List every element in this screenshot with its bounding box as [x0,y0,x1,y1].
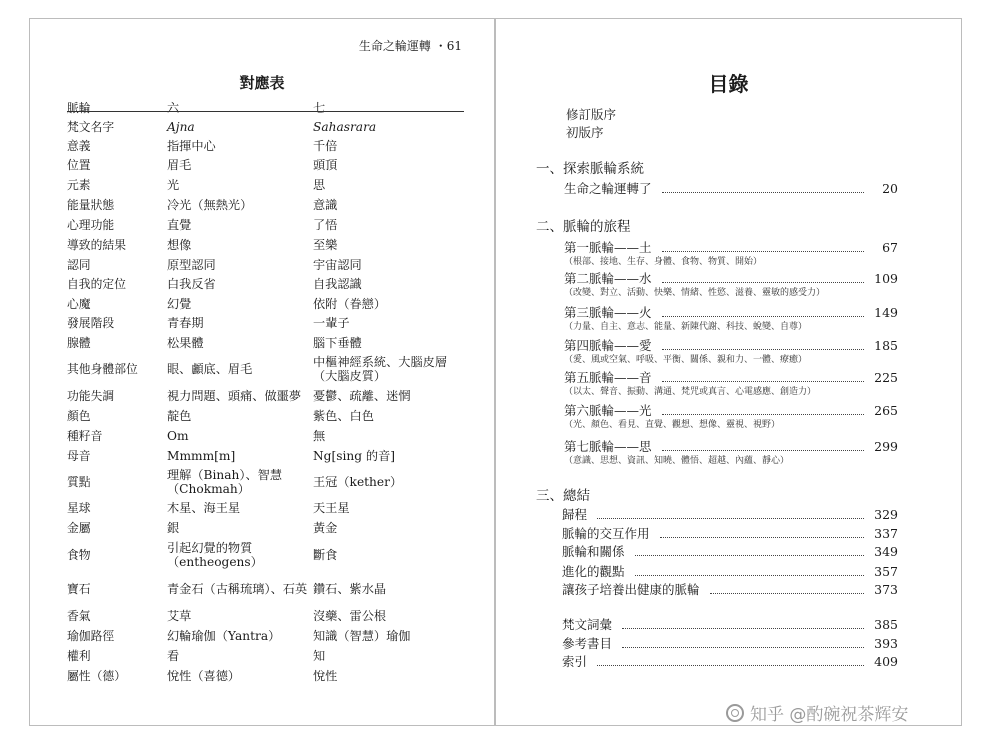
toc-entry[interactable] [562,615,898,633]
toc-page-number: 67 [882,240,898,255]
chakra-7-cell: 斷食 [313,548,338,562]
toc-page-number: 299 [874,439,898,454]
table-row [67,294,464,313]
running-header: 生命之輪運轉 ・61 [358,39,462,53]
toc-entry-label: 參考書目 [562,636,613,651]
leader-dots [662,450,864,451]
row-label: 母音 [67,448,91,463]
toc-section-heading: 二、脈輪的旅程 [536,219,631,235]
table-row [67,155,464,175]
row-label: 功能失調 [67,389,115,403]
toc-entry[interactable] [564,179,898,197]
toc-entry-label: 讓孩子培養出健康的脈輪 [562,582,700,597]
row-label: 能量狀態 [67,198,115,212]
toc-page-number: 385 [874,617,898,632]
chakra-7-cell: 七 [313,100,326,115]
row-label: 顏色 [67,409,91,423]
toc-chakra-keywords: （愛、風或空氣、呼吸、平衡、關係、親和力、一體、療癒） [564,355,808,365]
chakra-7-cell: 一輩子 [313,316,350,330]
row-label: 腺體 [67,335,91,350]
toc-entry-label: 脈輪的交互作用 [562,526,650,541]
toc-page-number: 109 [874,271,898,286]
table-row [67,215,464,235]
toc-chakra-keywords: （意識、思想、資訊、知曉、體悟、超越、內蘊、靜心） [564,456,790,466]
toc-page-number: 357 [874,564,898,579]
chakra-7-cell: 鑽石、紫水晶 [313,582,387,596]
toc-entry-label: 索引 [562,654,588,669]
chakra-6-cell: 看 [167,649,180,663]
chakra-6-cell: 指揮中心 [167,138,216,153]
table-row [67,538,464,572]
toc-entry-label: 第四脈輪——愛 [564,338,652,353]
chakra-6-cell: 木星、海王星 [167,501,241,515]
table-row [67,445,464,466]
leader-dots [635,575,864,576]
toc-entry-label: 進化的觀點 [562,564,625,579]
table-row [67,646,464,666]
leader-dots [662,349,864,350]
chakra-6-cell: 冷光（無熱光） [167,198,253,212]
toc-entry[interactable] [562,562,898,580]
correspondence-table [67,98,464,686]
row-label: 食物 [67,548,91,562]
toc-chakra-keywords: （光、顏色、看見、直覺、觀想、想像、靈視、視野） [564,420,781,430]
row-label: 心理功能 [67,218,115,232]
chakra-7-cell: 腦下垂體 [313,335,362,350]
toc-entry[interactable] [562,542,898,560]
toc-page-number: 329 [874,507,898,522]
leader-dots [622,647,864,648]
toc-entry-label: 生命之輪運轉了 [564,181,652,196]
chakra-7-cell: 思 [313,178,326,192]
chakra-6-cell: 光 [167,178,180,192]
row-label: 種籽音 [67,428,103,443]
chakra-7-cell: 王冠（kether） [313,475,403,489]
chakra-7-cell: 悅性 [313,669,338,683]
chakra-7-cell: 宇宙認同 [313,257,362,272]
table-row [67,572,464,606]
chakra-6-cell: 眼、顱底、眉毛 [167,362,253,376]
table-row [67,352,464,386]
chakra-6-cell: 眉毛 [167,158,192,172]
chakra-7-cell: 黃金 [313,521,338,535]
row-label: 認同 [67,257,91,272]
leader-dots [597,665,864,666]
table-row [67,386,464,406]
chakra-6-cell: 銀 [167,521,180,535]
toc-entry[interactable] [562,580,898,598]
table-row [67,195,464,215]
table-row [67,136,464,155]
chakra-6-cell: 白我反省 [167,277,216,291]
toc-page-number: 409 [874,654,898,669]
toc-entry[interactable] [562,652,898,670]
chakra-6-cell: 靛色 [167,409,192,423]
toc-page-number: 373 [874,582,898,597]
camera-icon [726,704,744,722]
row-label: 星球 [67,501,91,515]
leader-dots [622,628,864,629]
chakra-7-cell: 自我認識 [313,277,362,291]
row-label: 梵文名字 [67,119,115,134]
toc-chakra-keywords: （力量、自主、意志、能量、新陳代謝、科技、蛻變、自尊） [564,322,808,332]
toc-page-number: 349 [874,544,898,559]
toc-entry-label: 脈輪和關係 [562,544,625,559]
toc-title: 目錄 [708,72,749,96]
toc-entry-label: 歸程 [562,507,588,522]
chakra-6-cell: 幻覺 [167,296,192,311]
toc-page-number: 393 [874,636,898,651]
table-row [67,175,464,195]
table-row [67,666,464,686]
toc-page-number: 149 [874,305,898,320]
chakra-6-cell: Om [167,428,189,443]
row-label: 權利 [67,649,91,663]
chakra-6-cell: 青春期 [167,316,204,330]
toc-page-number: 225 [874,370,898,385]
leader-dots [662,192,864,193]
chakra-7-cell: 了悟 [313,218,338,232]
row-label: 發展階段 [67,316,115,330]
toc-entry[interactable] [562,634,898,652]
toc-entry-label: 第一脈輪——土 [564,240,652,255]
header-rule [67,111,464,112]
table-row [67,255,464,274]
left-page [29,18,495,726]
row-label: 導致的結果 [67,238,126,252]
chakra-7-cell: 紫色、白色 [313,409,374,423]
chakra-7-cell: 至樂 [313,238,338,252]
row-label: 其他身體部位 [67,362,138,376]
table-row [67,466,464,498]
chakra-6-cell: Ajna [167,119,195,134]
chakra-6-cell: Mmmm[m] [167,448,236,463]
leader-dots [662,251,864,252]
toc-page-number: 185 [874,338,898,353]
chakra-7-cell: 中樞神經系統、大腦皮層（大腦皮質） [313,355,448,383]
toc-entry[interactable] [562,505,898,523]
row-label: 質點 [67,475,91,489]
toc-section-heading: 三、總結 [536,488,590,504]
table-row [67,313,464,333]
leader-dots [662,381,864,382]
leader-dots [662,414,864,415]
chakra-7-cell: Ng[sing 的音] [313,448,396,463]
chakra-7-cell: 天王星 [313,501,350,515]
row-label: 脈輪 [67,100,91,115]
chakra-6-cell: 視力問題、頭痛、做噩夢 [167,389,302,403]
chakra-6-cell: 悅性（喜德） [167,669,241,683]
toc-chakra-keywords: （根部、接地、生存、身體、食物、物質、開始） [564,257,763,267]
toc-entry-label: 第二脈輪——水 [564,271,652,286]
watermark-text: 知乎 @酌碗祝茶辉安 [750,705,909,725]
table-row [67,333,464,352]
chakra-6-cell: 幻輪瑜伽（Yantra） [167,629,281,643]
chakra-6-cell: 六 [167,100,180,115]
chakra-7-cell: 千倍 [313,138,338,153]
row-label: 意義 [67,138,91,153]
chakra-7-cell: 無 [313,428,326,443]
toc-front-matter: 修訂版序 [566,107,617,122]
leader-dots [662,282,864,283]
table-row [67,117,464,136]
toc-entry[interactable] [562,524,898,542]
chakra-6-cell: 想像 [167,238,192,252]
chakra-6-cell: 松果體 [167,335,204,350]
toc-entry-label: 第三脈輪——火 [564,305,652,320]
row-label: 自我的定位 [67,277,126,291]
toc-chakra-keywords: （改變、對立、活動、快樂、情緒、性慾、滋養、靈敏的感受力） [564,288,826,298]
chakra-7-cell: 意識 [313,198,338,212]
toc-page-number: 337 [874,526,898,541]
chakra-6-cell: 原型認同 [167,257,216,272]
chakra-6-cell: 青金石（古稱琉璃）、石英 [167,582,308,596]
watermark [726,700,908,725]
toc-entry-label: 梵文詞彙 [562,617,613,632]
chakra-6-cell: 艾草 [167,609,192,623]
chakra-6-cell: 引起幻覺的物質（entheogens） [167,541,263,569]
toc-entry-label: 第五脈輪——音 [564,370,652,385]
chakra-6-cell: 直覺 [167,218,192,232]
row-label: 屬性（德） [67,669,126,683]
chakra-7-cell: 沒藥、雷公根 [313,609,387,623]
table-row [67,235,464,255]
row-label: 心魔 [67,296,91,311]
toc-page-number: 265 [874,403,898,418]
leader-dots [662,316,864,317]
chakra-7-cell: 頭頂 [313,158,338,172]
table-title: 對應表 [239,74,285,92]
leader-dots [635,555,864,556]
toc-entry-label: 第七脈輪——思 [564,439,652,454]
row-label: 瑜伽路徑 [67,629,115,643]
toc-entry-label: 第六脈輪——光 [564,403,652,418]
chakra-6-cell: 理解（Binah）、智慧（Chokmah） [167,468,283,496]
chakra-7-cell: 知識（智慧）瑜伽 [313,629,411,643]
table-row [67,626,464,646]
leader-dots [710,593,864,594]
table-row [67,426,464,445]
table-row [67,498,464,518]
row-label: 位置 [67,158,91,172]
toc-page-number: 20 [882,181,898,196]
chakra-7-cell: 知 [313,649,326,663]
toc-chakra-keywords: （以太、聲音、振動、溝通、梵咒或真言、心電感應、創造力） [564,387,817,397]
chakra-7-cell: Sahasrara [313,119,377,134]
table-row [67,406,464,426]
right-page [495,18,962,726]
row-label: 金屬 [67,521,91,535]
row-label: 寶石 [67,582,91,596]
table-row [67,274,464,294]
chakra-7-cell: 依附（眷戀） [313,296,387,311]
table-row [67,606,464,626]
leader-dots [597,518,864,519]
toc-section-heading: 一、探索脈輪系統 [536,161,644,177]
chakra-7-cell: 憂鬱、疏離、迷惘 [313,389,411,403]
row-label: 香氣 [67,609,91,623]
table-row [67,518,464,538]
leader-dots [660,537,864,538]
row-label: 元素 [67,178,91,192]
toc-front-matter: 初版序 [566,125,604,140]
table-header-row [67,98,464,117]
